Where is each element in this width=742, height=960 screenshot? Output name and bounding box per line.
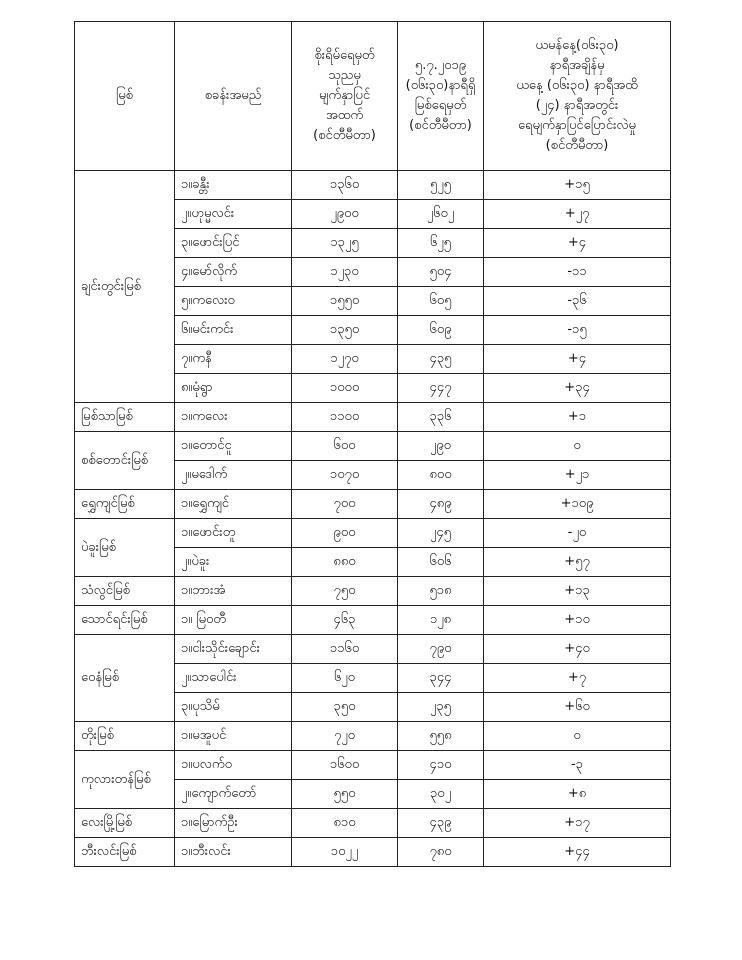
change-24h-cell: ၀ (484, 432, 671, 461)
station-name-cell: ၁။ဖောင်းတူ (175, 519, 292, 548)
danger-level-cell: ၁၂၇၀ (292, 345, 398, 374)
table-row (75, 403, 671, 432)
change-24h-cell: +၁၃ (484, 577, 671, 606)
header-line: မျက်နှာပြင် (318, 88, 371, 103)
change-24h-cell: +၅၇ (484, 548, 671, 577)
danger-level-cell: ၇၅၀ (292, 577, 398, 606)
change-24h-cell: -၁၁ (484, 258, 671, 287)
station-name-cell: ၁။ရွှေကျင် (175, 490, 292, 519)
change-24h-cell: -၃ (484, 751, 671, 780)
danger-level-cell: ၃၅၀ (292, 693, 398, 722)
water-level-cell: ၅၅၈ (398, 722, 484, 751)
change-24h-cell: +၄၀ (484, 635, 671, 664)
water-level-cell: ၄၄၇ (398, 374, 484, 403)
header-line: (စင်တီမီတာ) (313, 128, 376, 143)
header-line: (၀၆း၃၀)နာရီရှိ (405, 78, 476, 93)
water-level-cell: ၅၂၅ (398, 171, 484, 200)
danger-level-cell: ၇၂၀ (292, 722, 398, 751)
water-level-cell: ၂၄၅ (398, 519, 484, 548)
header-today-level (398, 22, 484, 171)
danger-level-cell: ၁၃၅၀ (292, 316, 398, 345)
danger-level-cell: ၁၁၀၀ (292, 403, 398, 432)
table-row (75, 519, 671, 548)
change-24h-cell: +၈ (484, 780, 671, 809)
danger-level-cell: ၁၀၀၀ (292, 374, 398, 403)
change-24h-cell: +၄ (484, 229, 671, 258)
change-24h-cell: +၁၀ (484, 606, 671, 635)
station-name-cell: ၁။ခန္တီး (175, 171, 292, 200)
danger-level-cell: ၁၆၀၀ (292, 751, 398, 780)
water-level-cell: ၃၃၆ (398, 403, 484, 432)
change-24h-cell: -၃၆ (484, 287, 671, 316)
header-station: စခန်းအမည် (175, 22, 292, 171)
header-line: (စင်တီမီတာ) (409, 118, 472, 133)
water-level-cell: ၄၃၅ (398, 345, 484, 374)
header-line: စိုးရိမ်ရေမှတ် (314, 48, 375, 63)
river-name-cell: စစ်တောင်းမြစ် (75, 432, 175, 490)
change-24h-cell: +၁၇ (484, 809, 671, 838)
change-24h-cell: +၄ (484, 345, 671, 374)
danger-level-cell: ၇၀၀ (292, 490, 398, 519)
table-row (75, 635, 671, 664)
station-name-cell: ၇။ကနီ (175, 345, 292, 374)
river-name-cell: ဘီးလင်းမြစ် (75, 838, 175, 867)
danger-level-cell: ၁၀၂၂ (292, 838, 398, 867)
water-level-cell: ၅၀၄ (398, 258, 484, 287)
change-24h-cell: +၂၇ (484, 200, 671, 229)
water-level-cell: ၈၀၀ (398, 461, 484, 490)
change-24h-cell: +၇ (484, 664, 671, 693)
header-line: ယမန်နေ့(၀၆း၃၀) (535, 38, 619, 53)
station-name-cell: ၁။ကလေး (175, 403, 292, 432)
water-level-cell: ၆၀၉ (398, 316, 484, 345)
station-name-cell: ၅။ကလေးဝ (175, 287, 292, 316)
water-level-cell: ၆၀၅ (398, 287, 484, 316)
water-level-cell: ၃၀၂ (398, 780, 484, 809)
table-row (75, 606, 671, 635)
table-row (75, 751, 671, 780)
change-24h-cell: +၂၁ (484, 461, 671, 490)
header-line: ၅.၇.၂၀၁၉ (414, 58, 467, 73)
station-name-cell: ၃။ဖောင်းပြင် (175, 229, 292, 258)
header-line: အထက် (325, 108, 364, 123)
header-line: (စင်တီမီတာ) (545, 138, 609, 153)
change-24h-cell: +၆၀ (484, 693, 671, 722)
table-row (75, 577, 671, 606)
change-24h-cell: +၃၄ (484, 374, 671, 403)
river-name-cell: တိုးမြစ် (75, 722, 175, 751)
table-row (75, 490, 671, 519)
station-name-cell: ၁။ပလက်ဝ (175, 751, 292, 780)
station-name-cell: ၁။မအူပင် (175, 722, 292, 751)
river-name-cell: သံလွင်မြစ် (75, 577, 175, 606)
danger-level-cell: ၉၀၀ (292, 519, 398, 548)
station-name-cell: ၈။မုံရွာ (175, 374, 292, 403)
change-24h-cell: ၀ (484, 722, 671, 751)
water-level-cell: ၁၂၈ (398, 606, 484, 635)
table-row (75, 809, 671, 838)
water-level-cell: ၂၉၀ (398, 432, 484, 461)
danger-level-cell: ၈၈၀ (292, 548, 398, 577)
header-danger-level (292, 22, 398, 171)
header-change-24h (484, 22, 671, 171)
danger-level-cell: ၁၁၆၀ (292, 635, 398, 664)
header-line: (၂၄) နာရီအတွင်း (535, 98, 619, 113)
danger-level-cell: ၁၀၇၀ (292, 461, 398, 490)
water-level-cell: ၅၁၈ (398, 577, 484, 606)
change-24h-cell: -၁၅ (484, 316, 671, 345)
station-name-cell: ၃။ပုသိမ် (175, 693, 292, 722)
danger-level-cell: ၆၀၀ (292, 432, 398, 461)
change-24h-cell: +၁ (484, 403, 671, 432)
danger-level-cell: ၁၃၆၀ (292, 171, 398, 200)
change-24h-cell: +၁၅ (484, 171, 671, 200)
table-row (75, 722, 671, 751)
water-level-cell: ၂၆၀၂ (398, 200, 484, 229)
station-name-cell: ၂။ကျောက်တော် (175, 780, 292, 809)
river-name-cell: ကုလားတန်မြစ် (75, 751, 175, 809)
station-name-cell: ၁။မြောက်ဦး (175, 809, 292, 838)
river-name-cell: လေးမြို့မြစ် (75, 809, 175, 838)
table-row (75, 171, 671, 200)
station-name-cell: ၆။မင်းကင်း (175, 316, 292, 345)
station-name-cell: ၄။မော်လိုက် (175, 258, 292, 287)
river-name-cell: သောင်ရင်းမြစ် (75, 606, 175, 635)
change-24h-cell: -၂၀ (484, 519, 671, 548)
danger-level-cell: ၁၅၅၀ (292, 287, 398, 316)
water-level-cell: ၄၃၉ (398, 809, 484, 838)
river-water-level-table (74, 21, 671, 867)
river-name-cell: မြစ်သာမြစ် (75, 403, 175, 432)
header-river: မြစ် (75, 22, 175, 171)
station-name-cell: ၂။မဒေါက် (175, 461, 292, 490)
river-name-cell: ပဲခူးမြစ် (75, 519, 175, 577)
station-name-cell: ၁။ မြဝတီ (175, 606, 292, 635)
danger-level-cell: ၈၁၀ (292, 809, 398, 838)
river-name-cell: ချင်းတွင်းမြစ် (75, 171, 175, 403)
header-row (75, 22, 671, 171)
water-level-cell: ၆၂၅ (398, 229, 484, 258)
water-level-cell: ၃၄၄ (398, 664, 484, 693)
header-line: မြစ်ရေမှတ် (414, 98, 467, 113)
station-name-cell: ၁။ဘားအံ (175, 577, 292, 606)
change-24h-cell: +၁၀၉ (484, 490, 671, 519)
station-name-cell: ၂။သာပေါင်း (175, 664, 292, 693)
danger-level-cell: ၆၂၀ (292, 664, 398, 693)
water-level-cell: ၄၁၀ (398, 751, 484, 780)
river-name-cell: ရွှေကျင်မြစ် (75, 490, 175, 519)
station-name-cell: ၁။ဘီးလင်း (175, 838, 292, 867)
danger-level-cell: ၅၅၀ (292, 780, 398, 809)
table-row (75, 838, 671, 867)
station-name-cell: ၂။ပဲခူး (175, 548, 292, 577)
water-level-cell: ၇၈၀ (398, 838, 484, 867)
station-name-cell: ၁။ငါးသိုင်းချောင်း (175, 635, 292, 664)
danger-level-cell: ၁၃၂၅ (292, 229, 398, 258)
table-row (75, 432, 671, 461)
water-level-cell: ၂၃၅ (398, 693, 484, 722)
header-line: ယနေ့ (၀၆း၃၀) နာရီအထိ (516, 78, 638, 93)
header-line: ရေမျက်နှာပြင်ပြောင်းလဲမှု (518, 118, 636, 133)
table-body (75, 171, 671, 867)
station-name-cell: ၂။ဟုမ္မလင်း (175, 200, 292, 229)
water-level-cell: ၄၈၉ (398, 490, 484, 519)
river-name-cell: ဝေနံမြစ် (75, 635, 175, 722)
danger-level-cell: ၄၆၃ (292, 606, 398, 635)
water-level-cell: ၆၀၆ (398, 548, 484, 577)
change-24h-cell: +၄၄ (484, 838, 671, 867)
header-line: သုညမှ (328, 68, 361, 83)
water-level-cell: ၇၉၀ (398, 635, 484, 664)
station-name-cell: ၁။တောင်ငူ (175, 432, 292, 461)
header-line: နာရီအချိန်မှ (549, 58, 605, 73)
danger-level-cell: ၂၉၀၀ (292, 200, 398, 229)
danger-level-cell: ၁၂၃၀ (292, 258, 398, 287)
